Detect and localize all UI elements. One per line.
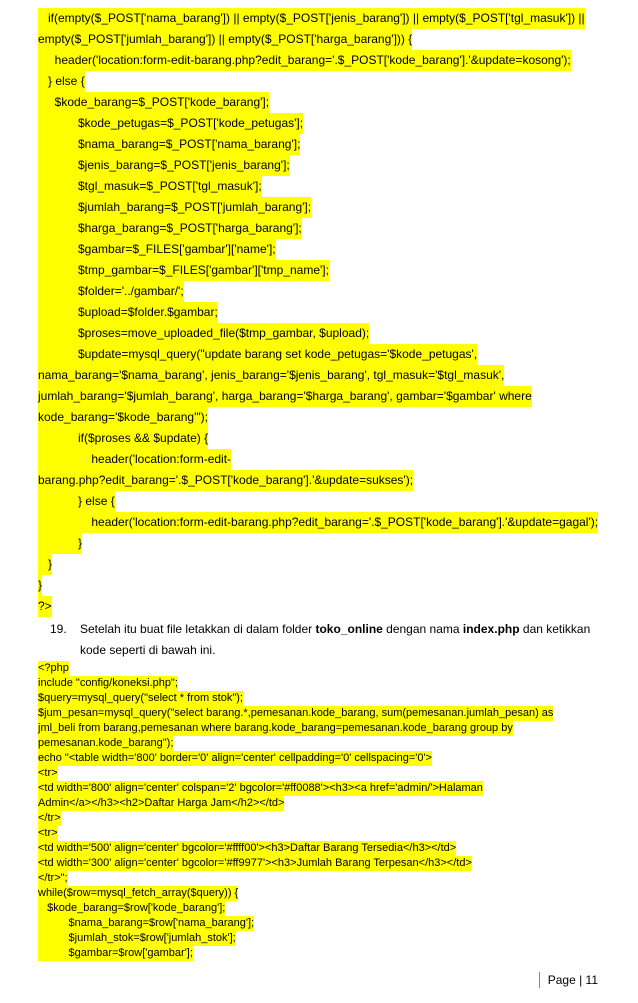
code-line: $kode_petugas=$_POST['kode_petugas'];	[38, 113, 303, 134]
code-line: if($proses && $update) {	[38, 428, 208, 449]
step-paragraph	[50, 619, 590, 640]
code-line: Admin</a></h3><h2>Daftar Harga Jam</h2></td>	[38, 797, 285, 809]
code-line: $jenis_barang=$_POST['jenis_barang'];	[38, 155, 290, 176]
code-line: $upload=$folder.$gambar;	[38, 302, 218, 323]
code-line: <td width='800' align='center' colspan='2' bgcolor='#ff0088'><h3><a href='admin/'>Halaman	[38, 782, 483, 794]
code-line: if(empty($_POST['nama_barang']) || empty($_POST['jenis_barang']) || empty($_POST['tgl_masuk']) ||	[38, 8, 585, 29]
code-line: $jumlah_stok=$row['jumlah_stok'];	[38, 932, 236, 944]
code-line: <td width='300' align='center' bgcolor='#ff9977'><h3>Jumlah Barang Terpesan</h3></td>	[38, 857, 472, 869]
code-line: header('location:form-edit-barang.php?edit_barang='.$_POST['kode_barang'].'&update=gagal');	[38, 512, 598, 533]
code-line: $query=mysql_query("select * from stok");	[38, 692, 243, 704]
code-line: $nama_barang=$row['nama_barang'];	[38, 917, 255, 929]
step-folder: toko_online	[315, 622, 383, 636]
code-line: kode_barang='$kode_barang'");	[38, 407, 208, 428]
step-number: 19.	[50, 622, 67, 636]
code-line: $jumlah_barang=$_POST['jumlah_barang'];	[38, 197, 311, 218]
code-line: include "config/koneksi.php";	[38, 677, 178, 689]
code-line: $jum_pesan=mysql_query("select barang.*,pemesanan.kode_barang, sum(pemesanan.jumlah_pesan) as	[38, 707, 554, 719]
code-line: $gambar=$row['gambar'];	[38, 947, 193, 959]
code-line: }	[38, 554, 52, 575]
code-line: header('location:form-edit-	[38, 449, 231, 470]
code-line: jumlah_barang='$jumlah_barang', harga_barang='$harga_barang', gambar='$gambar' where	[38, 386, 532, 407]
code-line: $tgl_masuk=$_POST['tgl_masuk'];	[38, 176, 262, 197]
step-paragraph-line2: kode seperti di bawah ini.	[80, 643, 216, 657]
step-text-before: Setelah itu buat file letakkan di dalam folder	[80, 622, 316, 636]
code-line: empty($_POST['jumlah_barang']) || empty($_POST['harga_barang'])) {	[38, 29, 412, 50]
code-line: jml_beli from barang,pemesanan where barang.kode_barang=pemesanan.kode_barang group by	[38, 722, 513, 734]
code-line: </tr>";	[38, 872, 68, 884]
code-line: $kode_barang=$row['kode_barang'];	[38, 902, 226, 914]
code-line: $nama_barang=$_POST['nama_barang'];	[38, 134, 300, 155]
step-text-middle: dengan nama	[382, 622, 463, 636]
code-line: $gambar=$_FILES['gambar']['name'];	[38, 239, 276, 260]
code-line: $proses=move_uploaded_file($tmp_gambar, $upload);	[38, 323, 369, 344]
page-number: Page | 11	[539, 972, 598, 988]
code-line: nama_barang='$nama_barang', jenis_barang='$jenis_barang', tgl_masuk='$tgl_masuk',	[38, 365, 504, 386]
code-line: while($row=mysql_fetch_array($query)) {	[38, 887, 239, 899]
code-line: } else {	[38, 71, 85, 92]
code-line: }	[38, 533, 82, 554]
code-line: }	[38, 575, 42, 596]
code-line: header('location:form-edit-barang.php?edit_barang='.$_POST['kode_barang'].'&update=kosong');	[38, 50, 571, 71]
code-line: <tr>	[38, 827, 58, 839]
code-line: ?>	[38, 596, 52, 617]
step-text-after: dan ketikkan	[519, 622, 591, 636]
code-line: barang.php?edit_barang='.$_POST['kode_barang'].'&update=sukses');	[38, 470, 413, 491]
code-line: echo "<table width='800' border='0' align='center' cellpadding='0' cellspacing='0'>	[38, 752, 432, 764]
code-line: <td width='500' align='center' bgcolor='#ffff00'><h3>Daftar Barang Tersedia</h3></td>	[38, 842, 457, 854]
code-line: $kode_barang=$_POST['kode_barang'];	[38, 92, 269, 113]
code-line: $tmp_gambar=$_FILES['gambar']['tmp_name'];	[38, 260, 329, 281]
code-line: pemesanan.kode_barang");	[38, 737, 174, 749]
code-line: $update=mysql_query("update barang set kode_petugas='$kode_petugas',	[38, 344, 477, 365]
code-line: <?php	[38, 662, 69, 674]
code-line: <tr>	[38, 767, 58, 779]
code-line: } else {	[38, 491, 115, 512]
code-line: $folder='../gambar/';	[38, 281, 184, 302]
step-filename: index.php	[462, 622, 520, 636]
code-line: $harga_barang=$_POST['harga_barang'];	[38, 218, 302, 239]
code-line: </tr>	[38, 812, 61, 824]
